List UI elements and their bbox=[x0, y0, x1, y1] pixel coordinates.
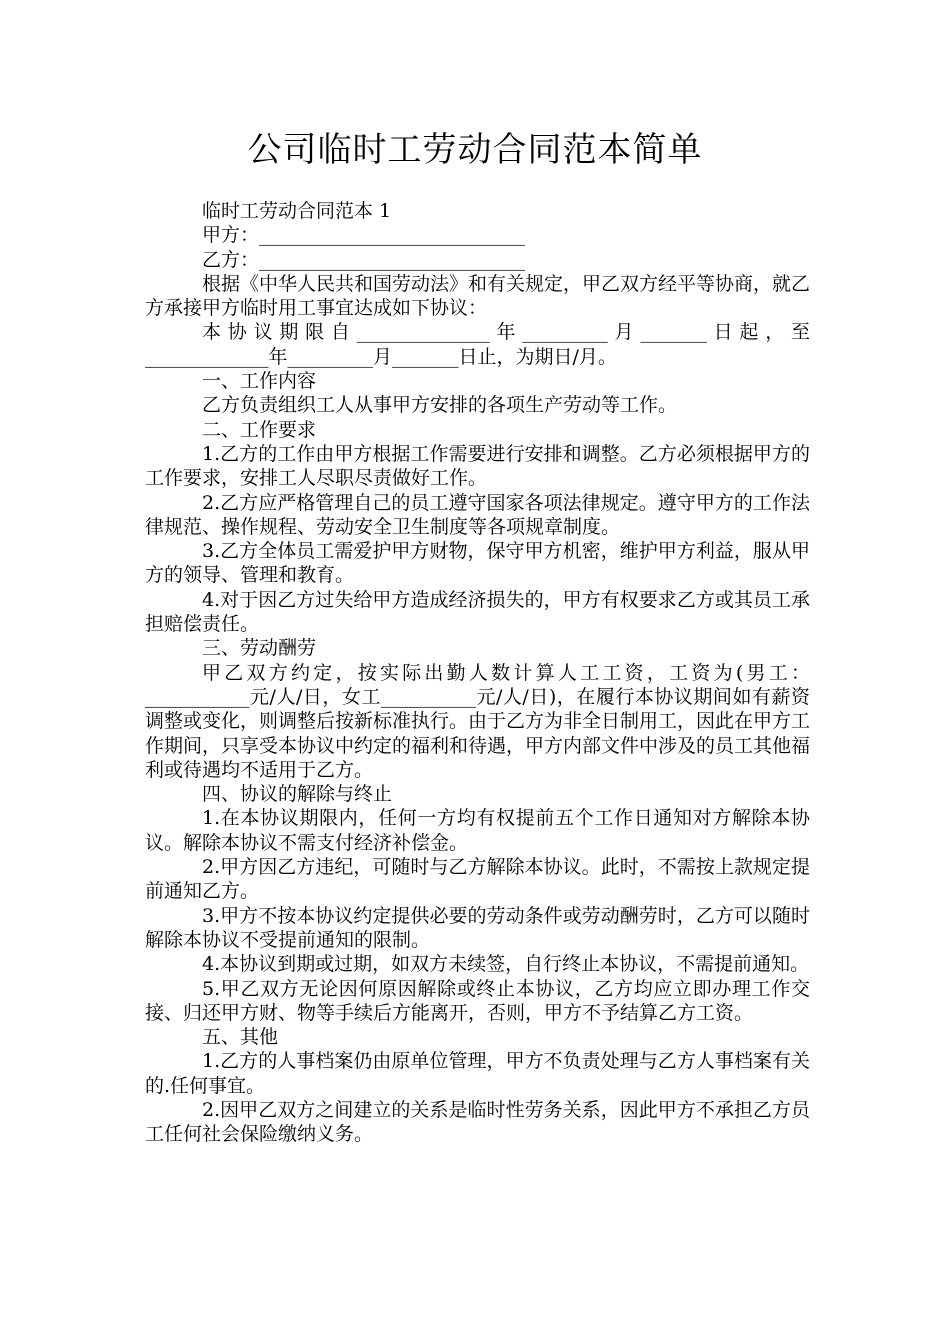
section-heading-work-requirements: 二、工作要求 bbox=[202, 418, 317, 441]
requirement-item-2: 2.乙方应严格管理自己的员工遵守国家各项法律规定。遵守甲方的工作法律规范、操作规程、劳动安全卫生制度等各项规章制度。 bbox=[145, 491, 810, 538]
requirement-item-1: 1.乙方的工作由甲方根据工作需要进行安排和调整。乙方必须根据甲方的工作要求，安排工人尽职尽责做好工作。 bbox=[145, 442, 810, 490]
section-heading-other: 五、其他 bbox=[202, 1026, 279, 1049]
section-heading-termination: 四、协议的解除与终止 bbox=[202, 783, 393, 806]
requirement-item-3: 3.乙方全体员工需爱护甲方财物，保守甲方机密，维护甲方利益，服从甲方的领导、管理和教育。 bbox=[145, 540, 810, 587]
requirement-item-4: 4.对于因乙方过失给甲方造成经济损失的，甲方有权要求乙方或其员工承担赔偿责任。 bbox=[145, 588, 810, 636]
document-body bbox=[145, 199, 810, 1147]
termination-item-4: 4.本协议到期或过期，如双方未续签，自行终止本协议，不需提前通知。 bbox=[202, 953, 810, 976]
termination-item-5: 5.甲乙双方无论因何原因解除或终止本协议，乙方均应立即办理工作交接、归还甲方财、物等手续后方能离开，否则，甲方不予结算乙方工资。 bbox=[145, 977, 810, 1024]
other-item-2: 2.因甲乙双方之间建立的关系是临时性劳务关系，因此甲方不承担乙方员工任何社会保险缴纳义务。 bbox=[145, 1098, 810, 1146]
party-a-line: 甲方：____________________________ bbox=[202, 224, 526, 247]
section-heading-work-content: 一、工作内容 bbox=[202, 370, 317, 393]
document-title: 公司临时工劳动合同范本简单 bbox=[247, 130, 703, 170]
remuneration-paragraph: 甲乙双方约定，按实际出勤人数计算人工工资，工资为(男工：___________元/人/日，女工__________元/人/日)，在履行本协议期间如有薪资调整或变化，则调整后按新标准执行。由于乙方为非全日制用工，因此在甲方工作期间，只享受本协议中约定的福利和待遇，甲方内部文件中涉及的员工其他福利或待遇均不适用于乙方。 bbox=[145, 661, 811, 781]
termination-item-1: 1.在本协议期限内，任何一方均有权提前五个工作日通知对方解除本协议。解除本协议不需支付经济补偿金。 bbox=[145, 807, 810, 854]
other-item-1: 1.乙方的人事档案仍由原单位管理，甲方不负责处理与乙方人事档案有关的.任何事宜。 bbox=[145, 1050, 810, 1097]
termination-item-3: 3.甲方不按本协议约定提供必要的劳动条件或劳动酬劳时，乙方可以随时解除本协议不受提前通知的限制。 bbox=[145, 904, 810, 951]
contract-subtitle: 临时工劳动合同范本 1 bbox=[202, 200, 392, 222]
party-b-line: 乙方：____________________________ bbox=[202, 248, 526, 271]
term-paragraph: 本协议期限自______________年_________月_______日起，至_____________年_________月_______日止，为期日/月。 bbox=[145, 321, 810, 368]
work-content-paragraph: 乙方负责组织工人从事甲方安排的各项生产劳动等工作。 bbox=[202, 394, 678, 417]
section-heading-remuneration: 三、劳动酬劳 bbox=[202, 637, 317, 660]
termination-item-2: 2.甲方因乙方违纪，可随时与乙方解除本协议。此时，不需按上款规定提前通知乙方。 bbox=[145, 856, 810, 903]
preamble-paragraph: 根据《中华人民共和国劳动法》和有关规定，甲乙双方经平等协商，就乙方承接甲方临时用工事宜达成如下协议： bbox=[145, 272, 811, 320]
